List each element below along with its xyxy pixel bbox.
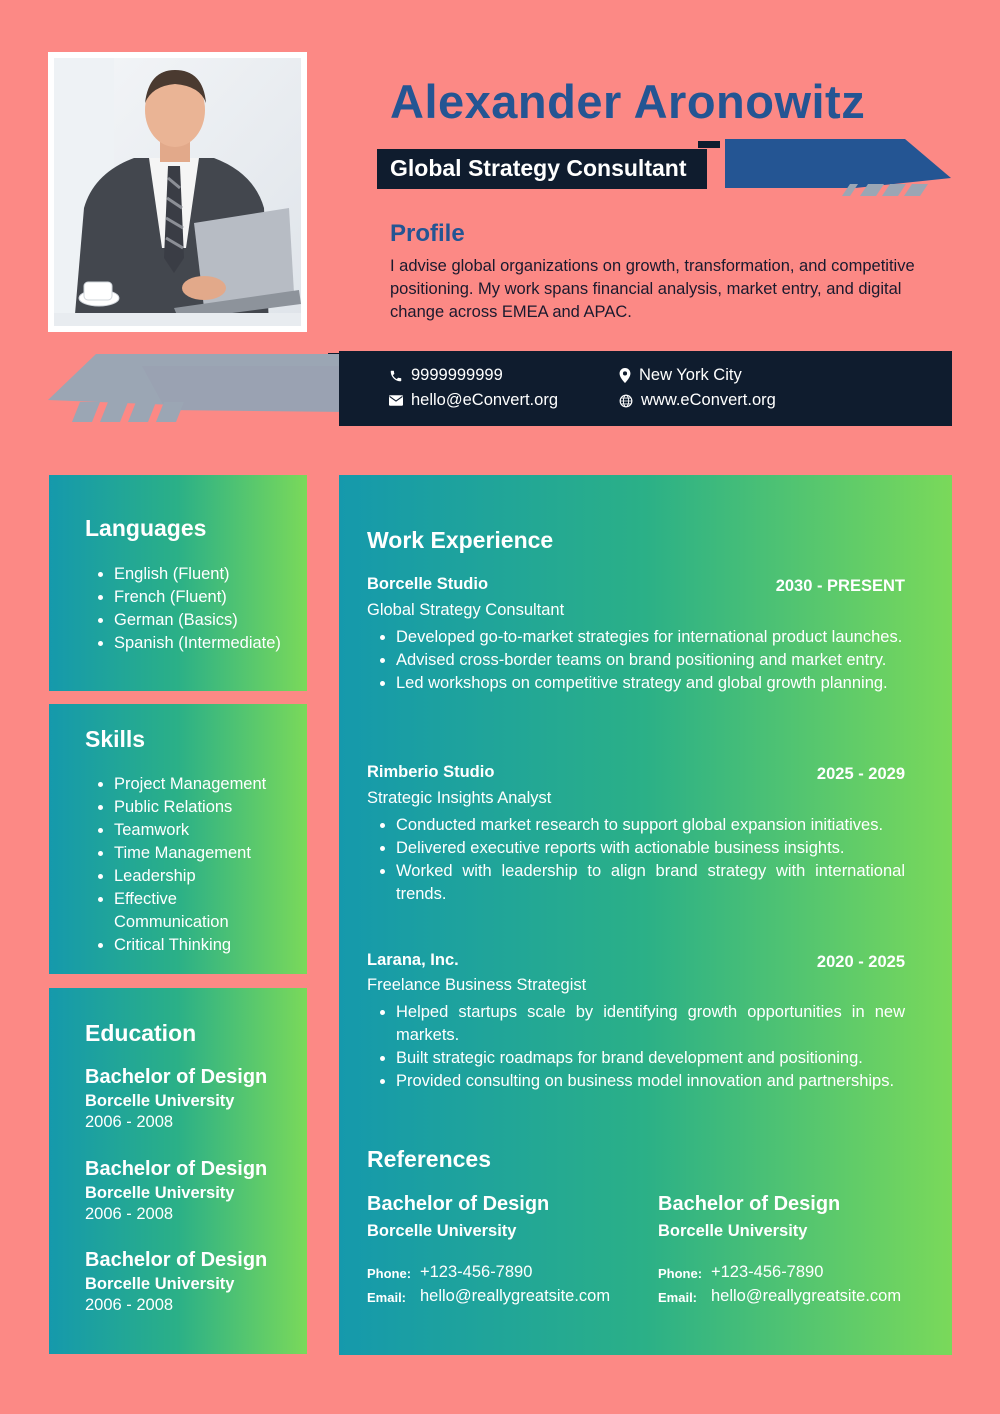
job-bullets [367,626,905,695]
study-years: 2006 - 2008 [85,1296,174,1314]
degree-title: Bachelor of Design [85,1249,268,1271]
email-label: Email: [367,1290,407,1305]
reference-email: hello@reallygreatsite.com [420,1287,611,1305]
job-bullets [367,814,905,906]
job-dates: 2030 - PRESENT [775,577,905,595]
job-dates: 2025 - 2029 [816,765,905,783]
education-panel [49,988,307,1354]
skills-list [85,773,314,957]
reference-email: hello@reallygreatsite.com [711,1287,902,1305]
location-text: New York City [639,366,742,384]
list-item: • Provided consulting on business model innovation and partnerships. [396,1070,905,1093]
list-item: • Public Relations [114,796,314,819]
list-item: • Helped startups scale by identifying growth opportunities in new markets. [396,1001,905,1047]
phone-label: Phone: [367,1266,412,1281]
reference-title: Bachelor of Design [658,1193,841,1215]
globe-icon [619,394,633,408]
list-item: • Project Management [114,773,314,796]
work-heading: Work Experience [367,527,554,553]
job-dates: 2020 - 2025 [816,953,905,971]
study-years: 2006 - 2008 [85,1113,174,1131]
job-company: Larana, Inc. [367,951,459,969]
reference-org: Borcelle University [658,1222,808,1240]
list-item: • Leadership [114,865,314,888]
degree-title: Bachelor of Design [85,1158,268,1180]
skills-heading: Skills [85,726,146,752]
list-item: • English (Fluent) [114,563,281,586]
list-item: • Spanish (Intermediate) [114,632,281,655]
school-name: Borcelle University [85,1275,235,1293]
job-role: Freelance Business Strategist [367,976,587,994]
languages-heading: Languages [85,515,207,541]
reference-phone: +123-456-7890 [711,1263,824,1281]
header-decoration [680,136,955,201]
profile-summary: I advise global organizations on growth, transformation, and competitive positioning. My work spans financial analysis, market entry, and digital change across EMEA and APAC. [390,257,915,321]
map-pin-icon [619,368,631,383]
profile-photo [48,52,307,332]
education-entry [85,1066,267,1132]
reference-phone: +123-456-7890 [420,1263,533,1281]
job-company: Rimberio Studio [367,763,495,781]
list-item: • French (Fluent) [114,586,281,609]
list-item: • Time Management [114,842,314,865]
education-entry [85,1249,267,1315]
references-heading: References [367,1146,492,1172]
phone-icon [389,369,403,383]
job-title: Global Strategy Consultant [390,155,687,181]
school-name: Borcelle University [85,1092,235,1110]
contact-location [619,366,742,385]
list-item: • German (Basics) [114,609,281,632]
languages-panel [49,475,307,691]
email-label: Email: [658,1290,698,1305]
list-item: • Built strategic roadmaps for brand development and positioning. [396,1047,905,1070]
languages-list [85,563,281,655]
website-text: www.eConvert.org [641,391,776,409]
list-item: • Critical Thinking [114,934,314,957]
list-item: • Led workshops on competitive strategy and global growth planning. [396,672,905,695]
reference-title: Bachelor of Design [367,1193,550,1215]
education-entry [85,1158,267,1224]
email-address: hello@eConvert.org [411,391,558,409]
phone-label: Phone: [658,1266,703,1281]
job-company: Borcelle Studio [367,575,489,593]
contact-website [619,391,776,410]
work-panel [339,475,952,1355]
list-item: • Developed go-to-market strategies for international product launches. [396,626,905,649]
list-item: • Advised cross-border teams on brand positioning and market entry. [396,649,905,672]
list-item: • Effective Communication [114,888,224,934]
list-item: • Conducted market research to support global expansion initiatives. [396,814,905,837]
education-heading: Education [85,1020,197,1046]
contact-phone [389,366,503,385]
list-item: • Worked with leadership to align brand strategy with international trends. [396,860,905,906]
candidate-name: Alexander Aronowitz [390,75,866,128]
contact-decoration [48,352,358,427]
phone-number: 9999999999 [411,366,503,384]
school-name: Borcelle University [85,1184,235,1202]
contact-bar [339,351,952,426]
job-bullets [367,1001,905,1093]
study-years: 2006 - 2008 [85,1205,174,1223]
job-role: Strategic Insights Analyst [367,789,552,807]
degree-title: Bachelor of Design [85,1066,268,1088]
skills-panel [49,704,307,974]
list-item: • Delivered executive reports with actionable business insights. [396,837,905,860]
job-role: Global Strategy Consultant [367,601,565,619]
reference-org: Borcelle University [367,1222,517,1240]
list-item: • Teamwork [114,819,314,842]
portrait-image [54,58,301,326]
envelope-icon [389,395,403,406]
profile-heading: Profile [390,220,465,247]
contact-email [389,391,558,410]
